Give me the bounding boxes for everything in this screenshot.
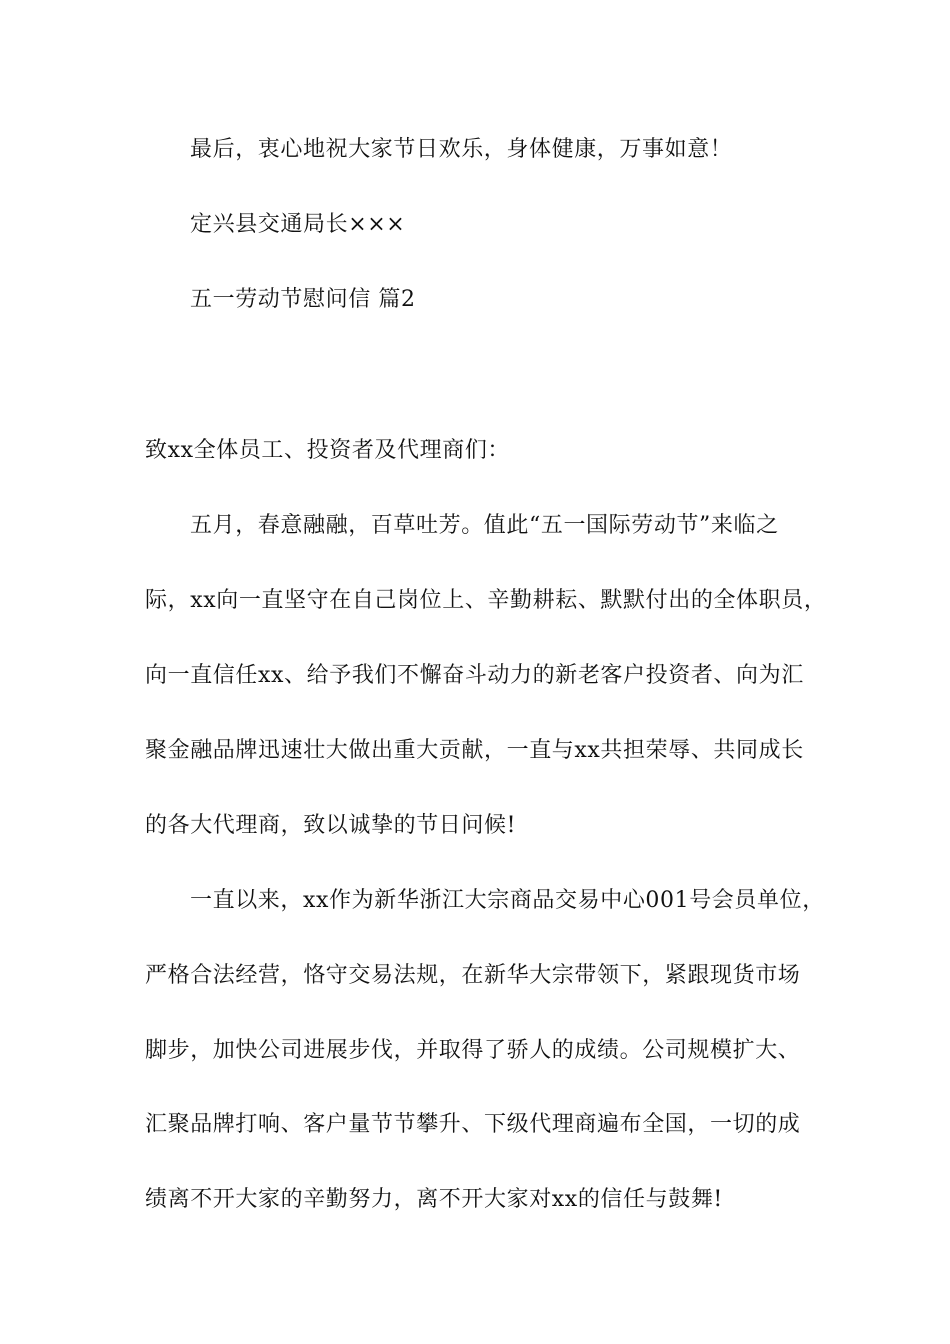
signature: 定兴县交通局长××× bbox=[190, 212, 406, 237]
paragraph-2-line-5: 绩离不开大家的辛勤努力，离不开大家对xx的信任与鼓舞! bbox=[145, 1187, 723, 1212]
paragraph-1-line-3: 向一直信任xx、给予我们不懈奋斗动力的新老客户投资者、向为汇 bbox=[145, 663, 804, 688]
closing-wish: 最后，衷心地祝大家节日欢乐，身体健康，万事如意！ bbox=[190, 137, 733, 162]
paragraph-2-line-2: 严格合法经营，恪守交易法规，在新华大宗带领下，紧跟现货市场 bbox=[145, 963, 801, 988]
paragraph-1-line-4: 聚金融品牌迅速壮大做出重大贡献，一直与xx共担荣辱、共同成长 bbox=[145, 738, 804, 763]
section-heading: 五一劳动节慰问信 篇2 bbox=[190, 287, 416, 312]
paragraph-1-line-5: 的各大代理商，致以诚挚的节日问候! bbox=[145, 813, 517, 838]
salutation: 致xx全体员工、投资者及代理商们： bbox=[145, 438, 511, 463]
paragraph-1-line-1: 五月，春意融融，百草吐芳。值此“五一国际劳动节”来临之 bbox=[190, 513, 779, 538]
paragraph-2-line-1: 一直以来，xx作为新华浙江大宗商品交易中心001号会员单位， bbox=[190, 888, 825, 913]
paragraph-2-line-4: 汇聚品牌打响、客户量节节攀升、下级代理商遍布全国，一切的成 bbox=[145, 1112, 801, 1137]
paragraph-1-line-2: 际，xx向一直坚守在自己岗位上、辛勤耕耘、默默付出的全体职员， bbox=[145, 588, 827, 613]
paragraph-2-line-3: 脚步，加快公司进展步伐，并取得了骄人的成绩。公司规模扩大、 bbox=[145, 1038, 801, 1063]
